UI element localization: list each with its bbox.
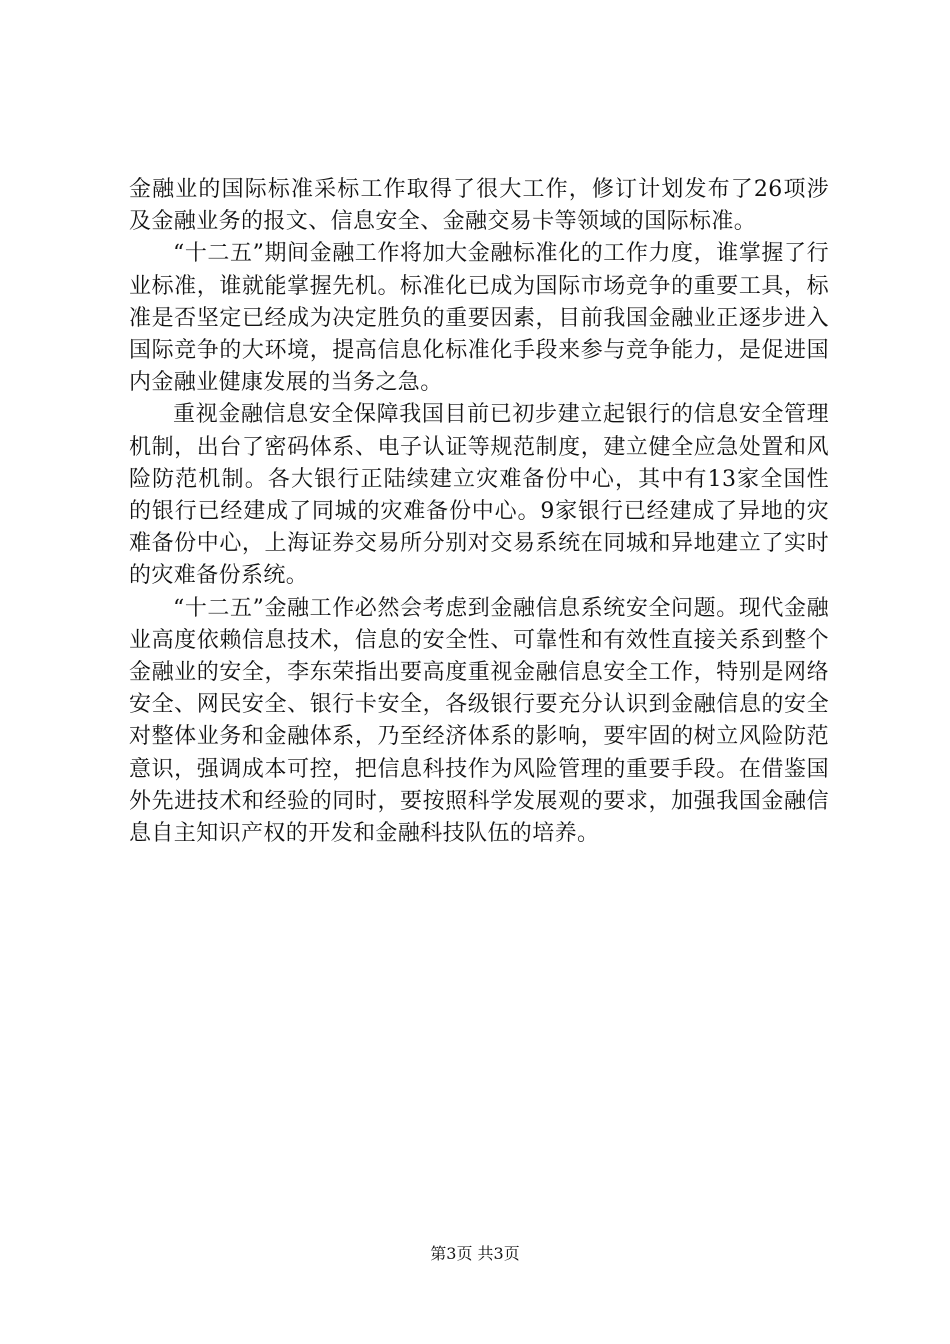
paragraph-3: 重视金融信息安全保障我国目前已初步建立起银行的信息安全管理机制，出台了密码体系、电子认证等规范制度，建立健全应急处置和风险防范机制。各大银行正陆续建立灾难备份中心，其中有13家全国性的银行已经建成了同城的灾难备份中心。9家银行已经建成了异地的灾难备份中心，上海证券交易所分别对交易系统在同城和异地建立了实时的灾难备份系统。 xyxy=(129,402,829,589)
paragraph-2: “十二五”期间金融工作将加大金融标准化的工作力度，谁掌握了行业标准，谁就能掌握先机。标准化已成为国际市场竞争的重要工具，标准是否坚定已经成为决定胜负的重要因素，目前我国金融业正逐步进入国际竞争的大环境，提高信息化标准化手段来参与竞争能力，是促进国内金融业健康发展的当务之急。 xyxy=(129,241,829,396)
page-number-footer: 第3页 共3页 xyxy=(430,1244,520,1263)
paragraph-1: 金融业的国际标准采标工作取得了很大工作，修订计划发布了26项涉及金融业务的报文、信息安全、金融交易卡等领域的国际标准。 xyxy=(129,177,829,235)
document-body xyxy=(129,174,829,850)
paragraph-4: “十二五”金融工作必然会考虑到金融信息系统安全问题。现代金融业高度依赖信息技术，信息的安全性、可靠性和有效性直接关系到整个金融业的安全，李东荣指出要高度重视金融信息安全工作，特别是网络安全、网民安全、银行卡安全，各级银行要充分认识到金融信息的安全对整体业务和金融体系，乃至经济体系的影响，要牢固的树立风险防范意识，强调成本可控，把信息科技作为风险管理的重要手段。在借鉴国外先进技术和经验的同时，要按照科学发展观的要求，加强我国金融信息自主知识产权的开发和金融科技队伍的培养。 xyxy=(129,595,829,847)
